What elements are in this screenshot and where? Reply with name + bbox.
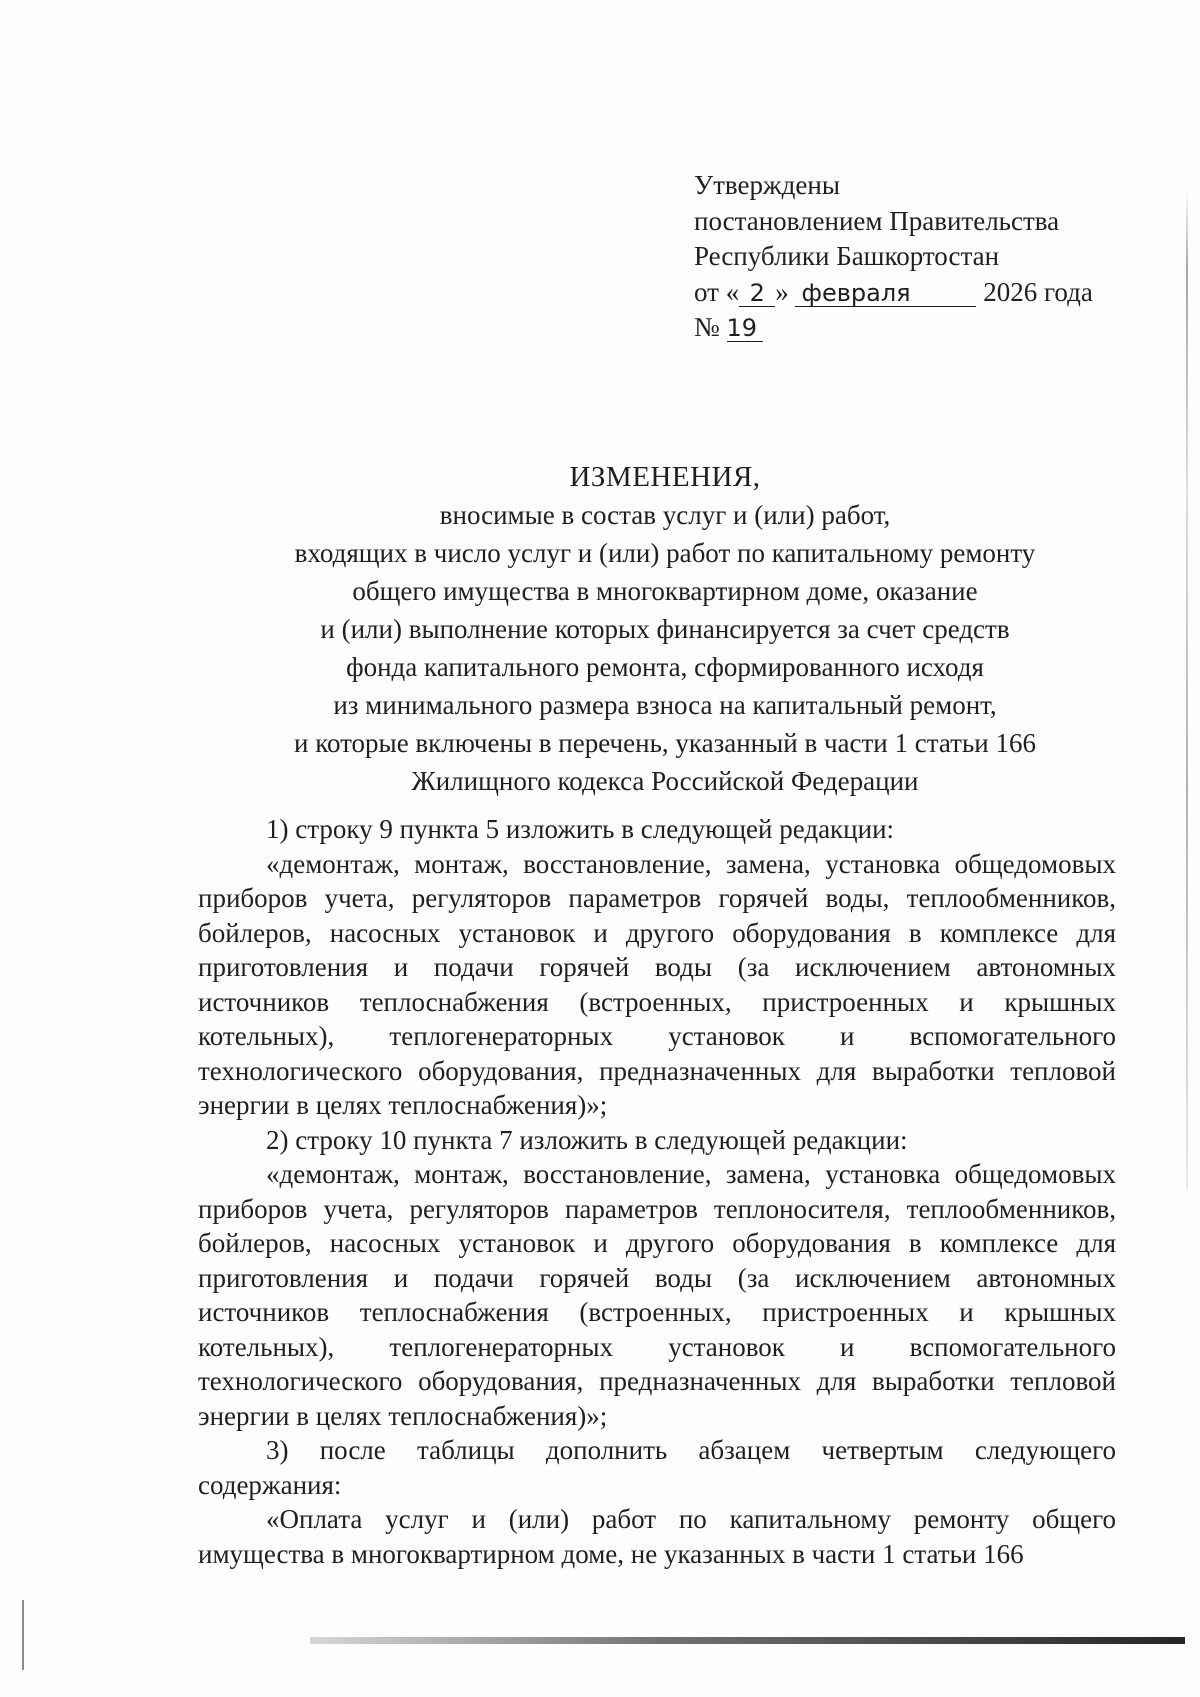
item-2-intro: 2) строку 10 пункта 7 изложить в следующей редакции: bbox=[266, 1124, 908, 1155]
title-line: вносимые в состав услуг и (или) работ, bbox=[439, 500, 891, 530]
title-line: Жилищного кодекса Российской Федерации bbox=[411, 766, 919, 796]
number-value-handwritten: 19 bbox=[727, 315, 763, 342]
date-year: 2026 года bbox=[983, 276, 1093, 307]
title-line: входящих в число услуг и (или) работ по капитальному ремонту bbox=[294, 538, 1036, 568]
title-line: из минимального размера взноса на капитальный ремонт, bbox=[333, 690, 997, 720]
approval-number-line bbox=[694, 310, 1134, 346]
date-month-handwritten: февраля bbox=[795, 280, 976, 307]
document-body bbox=[198, 812, 1116, 1571]
date-mid: » bbox=[775, 276, 789, 307]
approval-line-2: постановлением Правительства bbox=[694, 205, 1060, 236]
approval-block bbox=[694, 168, 1134, 346]
item-3-intro: 3) после таблицы дополнить абзацем четвертым следующего содержания: bbox=[198, 1435, 1116, 1500]
item-1-intro: 1) строку 9 пункта 5 изложить в следующей редакции: bbox=[266, 814, 895, 844]
item-2-text: «демонтаж, монтаж, восстановление, замена, установка общедомовых приборов учета, регуляторов параметров теплоносителя, теплообменников, бойлеров, насосных установок и другого оборудования в комплексе для приготовления и подачи горячей воды (за исключением автономных источников теплоснабжения (встроенных, пристроенных и крышных котельных), теплогенераторных установок и вспомогательного технологического оборудования, предназначенных для выработки тепловой энергии в целях теплоснабжения)»; bbox=[198, 1159, 1116, 1431]
document-title-block bbox=[200, 458, 1130, 800]
approval-date-line bbox=[694, 275, 1134, 311]
scan-edge-left-artifact bbox=[22, 1600, 24, 1670]
title-line: и которые включены в перечень, указанный в части 1 статьи 166 bbox=[294, 728, 1036, 758]
title-line: и (или) выполнение которых финансируется за счет средств bbox=[320, 614, 1010, 644]
item-3-text: «Оплата услуг и (или) работ по капитальному ремонту общего имущества в многоквартирном доме, не указанных в части 1 статьи 166 bbox=[198, 1504, 1116, 1569]
title-line: общего имущества в многоквартирном доме, оказание bbox=[352, 576, 978, 606]
scan-edge-right-artifact bbox=[1186, 190, 1188, 1190]
scan-bottom-bar-artifact bbox=[310, 1637, 1185, 1644]
item-1-text: «демонтаж, монтаж, восстановление, замена, установка общедомовых приборов учета, регуляторов параметров горячей воды, теплообменников, бойлеров, насосных установок и другого оборудования в комплексе для приготовления и подачи горячей воды (за исключением автономных источников теплоснабжения (встроенных, пристроенных и крышных котельных), теплогенераторных установок и вспомогательного технологического оборудования, предназначенных для выработки тепловой энергии в целях теплоснабжения)»; bbox=[198, 848, 1116, 1120]
number-prefix: № bbox=[694, 312, 720, 342]
date-prefix: от « bbox=[694, 276, 740, 307]
date-day-handwritten: 2 bbox=[739, 280, 775, 307]
approval-line-1: Утверждены bbox=[694, 170, 840, 200]
approval-line-3: Республики Башкортостан bbox=[694, 241, 1000, 271]
document-heading: ИЗМЕНЕНИЯ, bbox=[569, 461, 761, 493]
title-line: фонда капитального ремонта, сформированного исходя bbox=[346, 652, 984, 682]
